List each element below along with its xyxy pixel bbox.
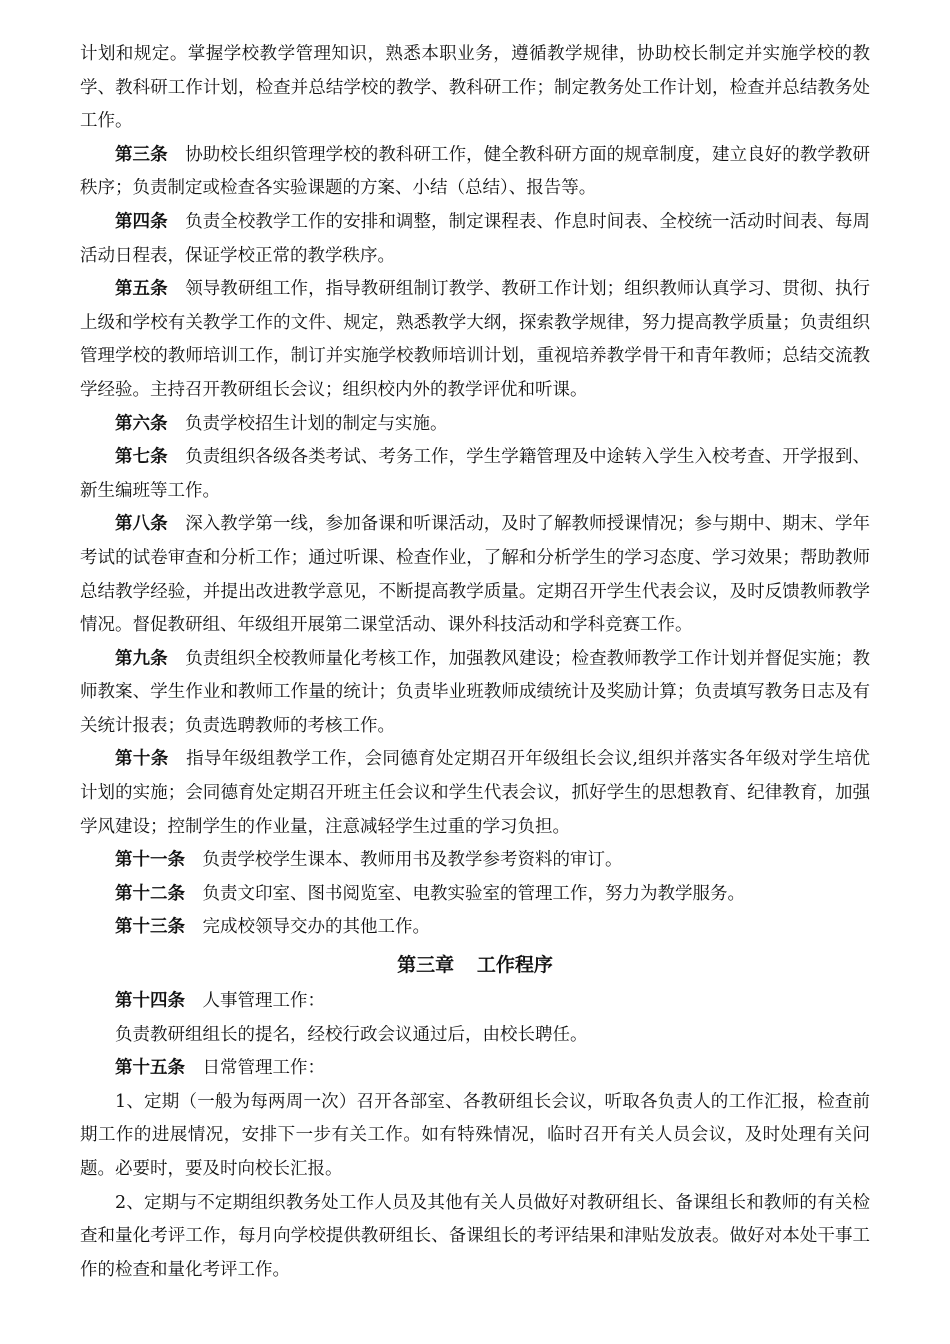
document-page <box>80 38 870 1287</box>
article-label: 第十条 <box>115 749 169 770</box>
article-text: 深入教学第一线，参加备课和听课活动，及时了解教师授课情况；参与期中、期末、学年考试的试卷审查和分析工作；通过听课、检查作业，了解和分析学生的学习态度、学习效果；帮助教师总结教学经验，并提出改进教学意见，不断提高教学质量。定期召开学生代表会议，及时反馈教师教学情况。督促教研组、年级组开展第二课堂活动、课外科技活动和学科竞赛工作。 <box>80 514 871 636</box>
article-text: 指导年级组教学工作，会同德育处定期召开年级组长会议,组织并落实各年级对学生培优计划的实施；会同德育处定期召开班主任会议和学生代表会议，抓好学生的思想教育、纪律教育，加强学风建设；控制学生的作业量，注意减轻学生过重的学习负担。 <box>80 749 871 837</box>
article-label: 第十一条 <box>115 850 185 871</box>
article-9 <box>80 643 870 744</box>
chapter-heading <box>80 945 870 985</box>
article-15-item-1 <box>80 1086 870 1187</box>
article-15 <box>80 1052 870 1086</box>
article-label: 第十三条 <box>115 917 185 938</box>
article-text: 负责组织全校教师量化考核工作，加强教风建设；检查教师教学工作计划并督促实施；教师教案、学生作业和教师工作量的统计；负责毕业班教师成绩统计及奖励计算；负责填写教务日志及有关统计报表；负责选聘教师的考核工作。 <box>80 648 871 736</box>
article-label: 第三条 <box>115 144 168 165</box>
article-text: 协助校长组织管理学校的教科研工作，健全教科研方面的规章制度，建立良好的教学教研秩序；负责制定或检查各实验课题的方案、小结（总结）、报告等。 <box>80 144 871 199</box>
article-text: 负责全校教学工作的安排和调整，制定课程表、作息时间表、全校统一活动时间表、每周活动日程表，保证学校正常的教学秩序。 <box>80 211 871 266</box>
article-label: 第四条 <box>115 211 168 232</box>
chapter-number: 第三章 <box>397 954 455 977</box>
article-4 <box>80 206 870 273</box>
article-label: 第七条 <box>115 447 168 468</box>
article-8 <box>80 508 870 642</box>
article-11 <box>80 844 870 878</box>
article-6 <box>80 408 870 442</box>
article-text: 人事管理工作： <box>202 991 325 1012</box>
article-label: 第十二条 <box>115 883 185 904</box>
article-label: 第十四条 <box>115 991 185 1012</box>
article-14-body <box>80 1019 870 1053</box>
article-10 <box>80 743 870 844</box>
article-label: 第九条 <box>115 648 168 669</box>
chapter-title: 工作程序 <box>476 954 553 977</box>
article-5 <box>80 273 870 407</box>
article-label: 第八条 <box>115 514 168 535</box>
paragraph-text: 计划和规定。掌握学校教学管理知识，熟悉本职业务，遵循教学规律，协助校长制定并实施学校的教学、教科研工作计划，检查并总结学校的教学、教科研工作；制定教务处工作计划，检查并总结教务处工作。 <box>80 44 870 132</box>
article-text: 负责学校招生计划的制定与实施。 <box>185 413 448 434</box>
paragraph-text: 负责教研组组长的提名，经校行政会议通过后，由校长聘任。 <box>115 1024 588 1045</box>
paragraph-text: 1、定期（一般为每两周一次）召开各部室、各教研组长会议，听取各负责人的工作汇报，检查前期工作的进展情况，安排下一步有关工作。如有特殊情况，临时召开有关人员会议，及时处理有关问题。必要时，要及时向校长汇报。 <box>80 1091 870 1179</box>
article-text: 领导教研组工作，指导教研组制订教学、教研工作计划；组织教师认真学习、贯彻、执行上级和学校有关教学工作的文件、规定，熟悉教学大纲，探索教学规律，努力提高教学质量；负责组织管理学校的教师培训工作，制订并实施学校教师培训计划，重视培养教学骨干和青年教师；总结交流教学经验。主持召开教研组长会议；组织校内外的教学评优和听课。 <box>80 279 871 400</box>
article-text: 负责组织各级各类考试、考务工作，学生学籍管理及中途转入学生入校考查、开学报到、新生编班等工作。 <box>80 447 871 501</box>
paragraph-text: 2、定期与不定期组织教务处工作人员及其他有关人员做好对教研组长、备课组长和教师的有关检查和量化考评工作，每月向学校提供教研组长、备课组长的考评结果和津贴发放表。做好对本处干事工作的检查和量化考评工作。 <box>80 1192 870 1280</box>
article-label: 第五条 <box>115 279 168 300</box>
article-text: 负责文印室、图书阅览室、电教实验室的管理工作，努力为教学服务。 <box>202 883 745 904</box>
article-label: 第六条 <box>115 413 168 434</box>
article-text: 负责学校学生课本、教师用书及教学参考资料的审订。 <box>202 850 623 871</box>
article-label: 第十五条 <box>115 1058 185 1079</box>
article-text: 日常管理工作： <box>202 1058 325 1079</box>
article-14 <box>80 985 870 1019</box>
article-15-item-2 <box>80 1187 870 1288</box>
article-3 <box>80 139 870 206</box>
article-13 <box>80 911 870 945</box>
paragraph-intro <box>80 38 870 139</box>
article-text: 完成校领导交办的其他工作。 <box>202 917 430 938</box>
article-12 <box>80 878 870 912</box>
article-7 <box>80 441 870 508</box>
